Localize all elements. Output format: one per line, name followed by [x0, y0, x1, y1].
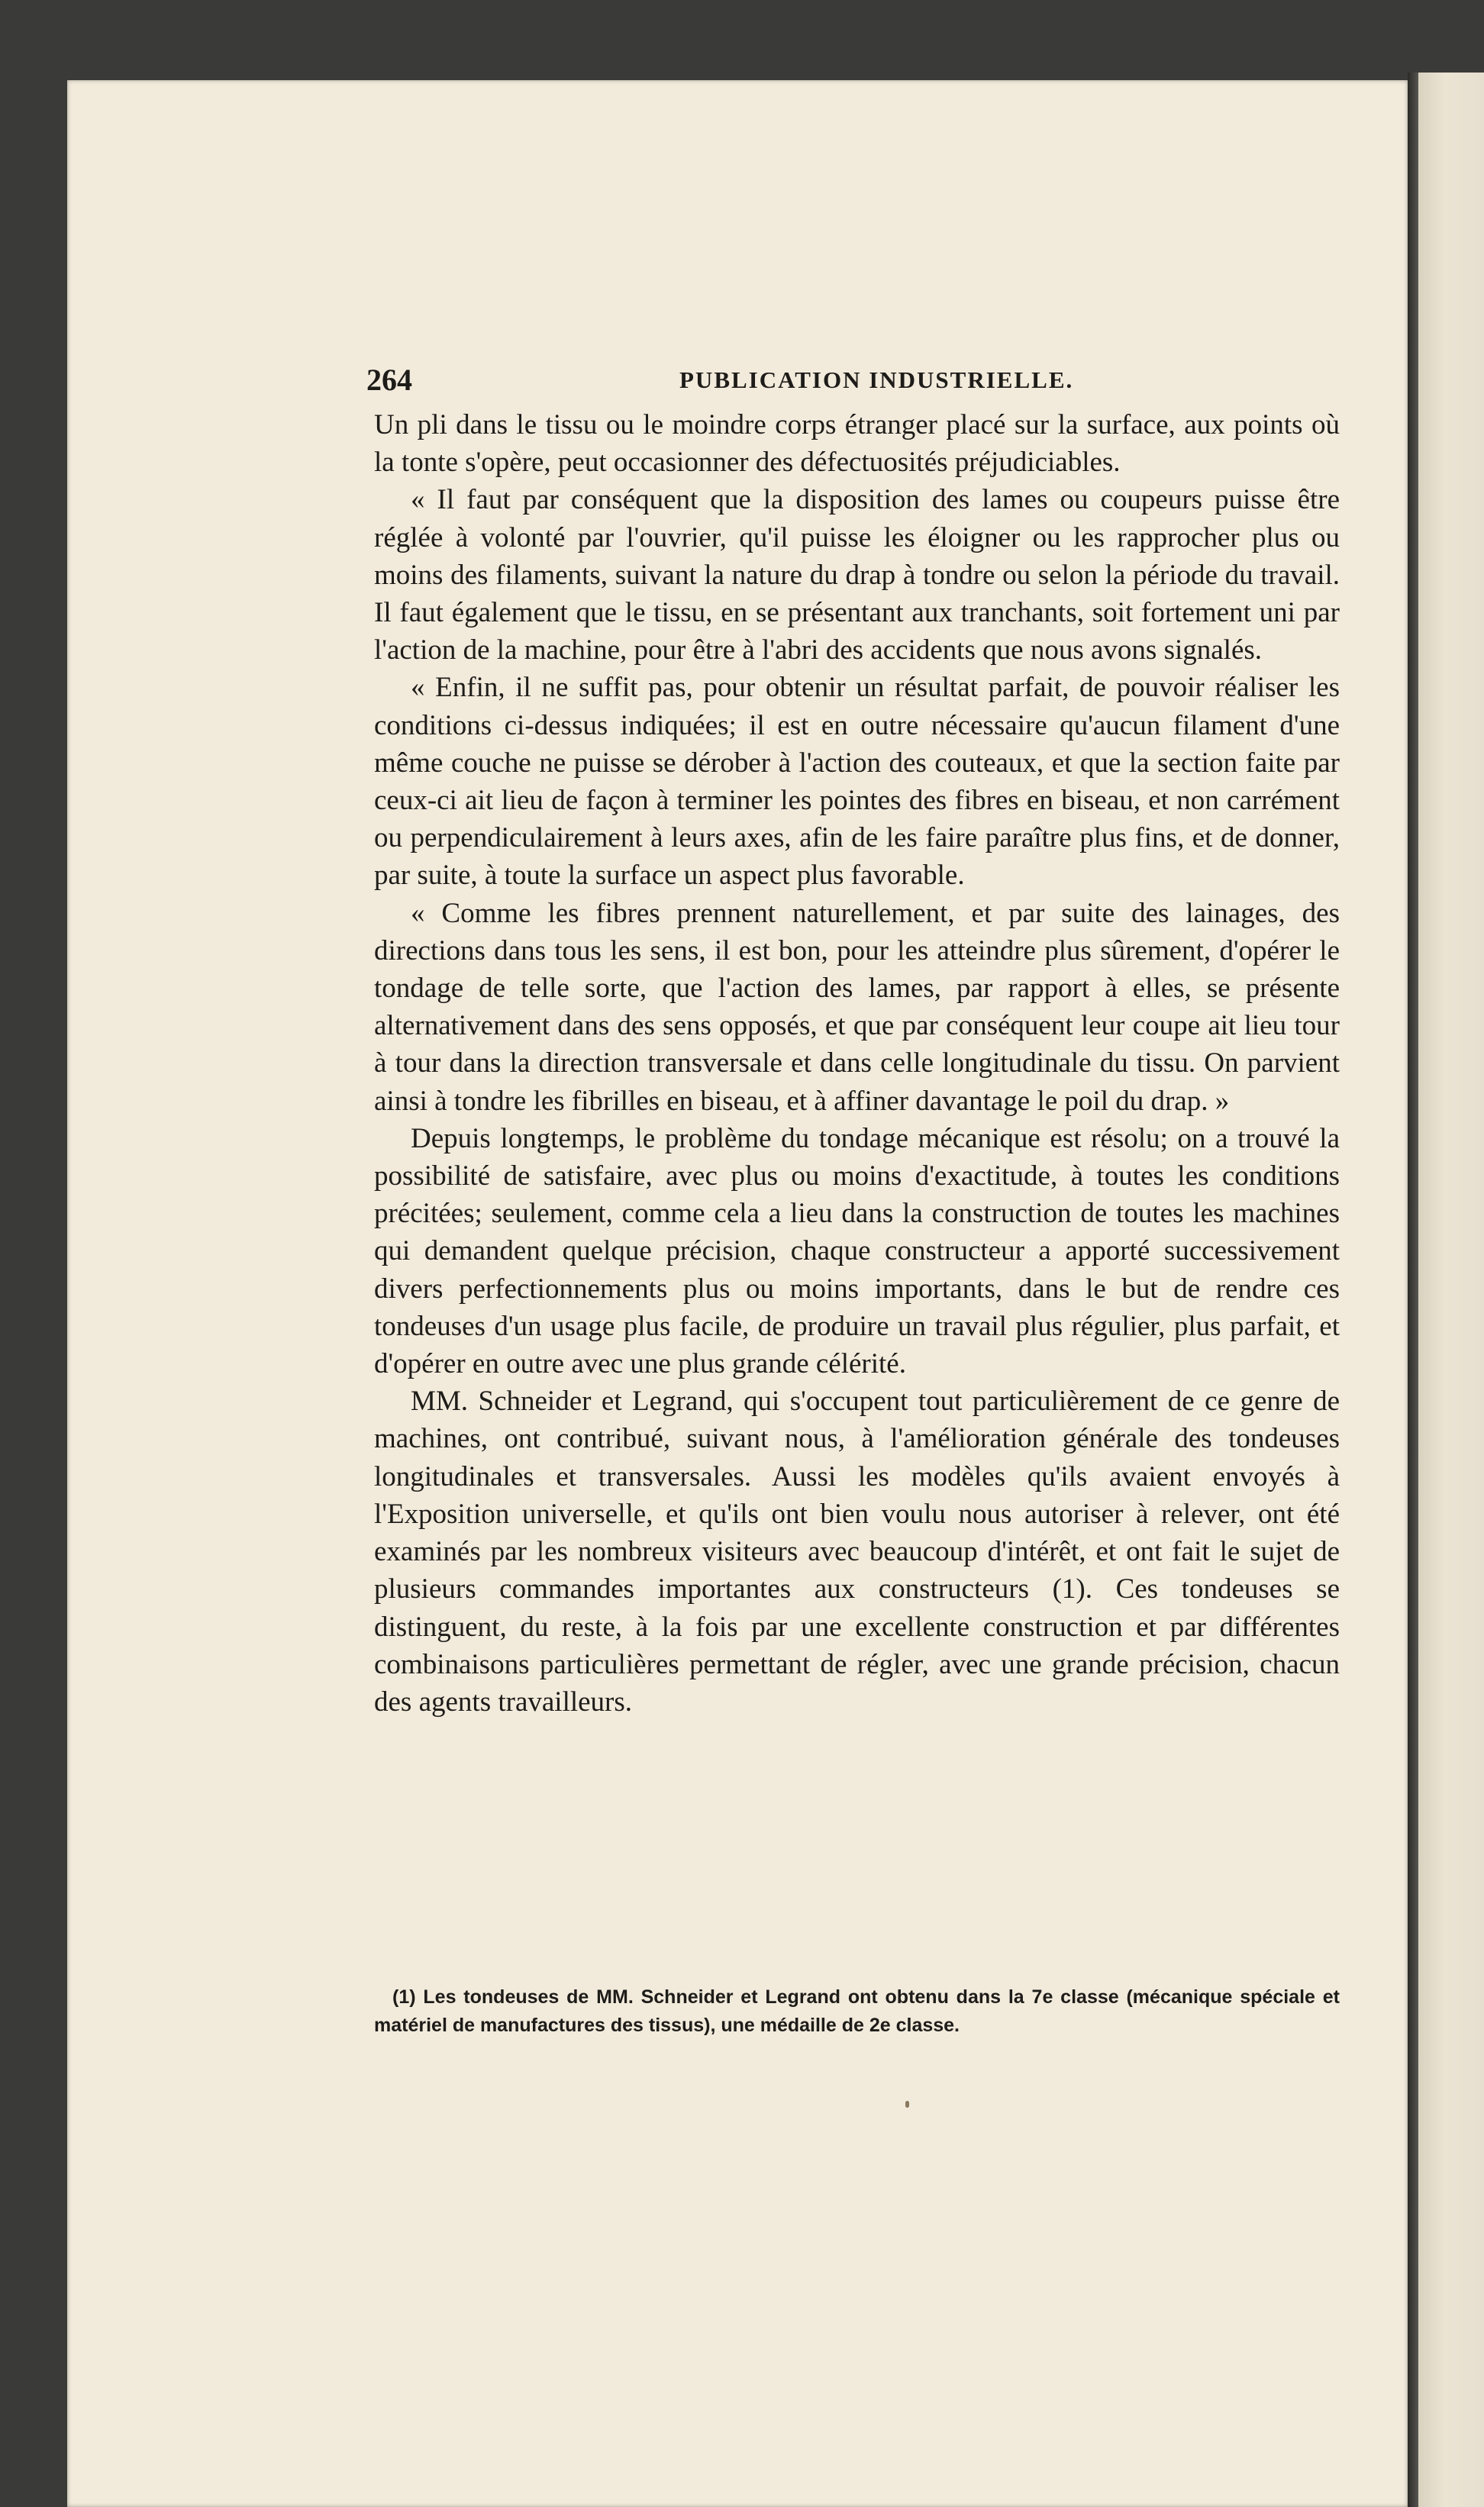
paragraph: « Comme les fibres prennent naturellement, et par suite des lainages, des directions dans tous les sens, il est bon, pour les atteindre plus sûrement, d'opérer le tondage de telle sorte, que l'action des lames, par rapport à elles, se présente alternativement dans des sens opposés, et que par conséquent leur coupe ait lieu tour à tour dans la direction transversale et dans celle longitudinale du tissu. On parvient ainsi à tondre les fibrilles en biseau, et à affiner davantage le poil du drap. »: [374, 897, 1340, 1117]
body-text: [374, 406, 1340, 1721]
running-head: PUBLICATION INDUSTRIELLE.: [679, 366, 1074, 393]
paragraph: Depuis longtemps, le problème du tondage mécanique est résolu; on a trouvé la possibilité de satisfaire, avec plus ou moins d'exactitude, à toutes les conditions précitées; seulement, comme cela a lieu dans la construction de toutes les machines qui demandent quelque précision, chaque constructeur a apporté successivement divers perfectionnements plus ou moins importants, dans le but de rendre ces tondeuses d'un usage plus facile, de produire un travail plus régulier, plus parfait, et d'opérer en outre avec une plus grande célérité.: [374, 1122, 1340, 1380]
paragraph: « Il faut par conséquent que la disposition des lames ou coupeurs puisse être réglée à volonté par l'ouvrier, qu'il puisse les éloigner ou les rapprocher plus ou moins des filaments, suivant la nature du drap à tondre ou selon la période du travail. Il faut également que le tissu, en se présentant aux tranchants, soit fortement uni par l'action de la machine, pour être à l'abri des accidents que nous avons signalés.: [374, 484, 1340, 666]
next-page-edge: [1418, 73, 1484, 2507]
gutter-shadow: [1408, 73, 1418, 2507]
page-number: 264: [366, 363, 412, 397]
paragraph: Un pli dans le tissu ou le moindre corps étranger placé sur la surface, aux points où la tonte s'opère, peut occasionner des défectuosités préjudiciables.: [374, 409, 1340, 479]
paper-stain: [905, 2101, 909, 2108]
page-header: [366, 362, 1340, 400]
paragraph: MM. Schneider et Legrand, qui s'occupent tout particulièrement de ce genre de machines, ont contribué, suivant nous, à l'amélioration générale des tondeuses longitudinales et transversales. Aussi les modèles qu'ils avaient envoyés à l'Exposition universelle, et qu'ils ont bien voulu nous autoriser à relever, ont été examinés par les nombreux visiteurs avec beaucoup d'intérêt, et ont fait le sujet de plusieurs commandes importantes aux constructeurs (1). Ces tondeuses se distinguent, du reste, à la fois par une excellente construction et par différentes combinaisons particulières permettant de régler, avec une grande précision, chacun des agents travailleurs.: [374, 1386, 1340, 1718]
footnote: (1) Les tondeuses de MM. Schneider et Legrand ont obtenu dans la 7e classe (mécanique spéciale et matériel de manufactures des tissus), une médaille de 2e classe.: [374, 1986, 1340, 2036]
paragraph: « Enfin, il ne suffit pas, pour obtenir un résultat parfait, de pouvoir réaliser les conditions ci-dessus indiquées; il est en outre nécessaire qu'aucun filament d'une même couche ne puisse se dérober à l'action des couteaux, et que la section faite par ceux-ci ait lieu de façon à terminer les pointes des fibres en biseau, et non carrément ou perpendiculairement à leurs axes, afin de les faire paraître plus fins, et de donner, par suite, à toute la surface un aspect plus favorable.: [374, 672, 1340, 892]
